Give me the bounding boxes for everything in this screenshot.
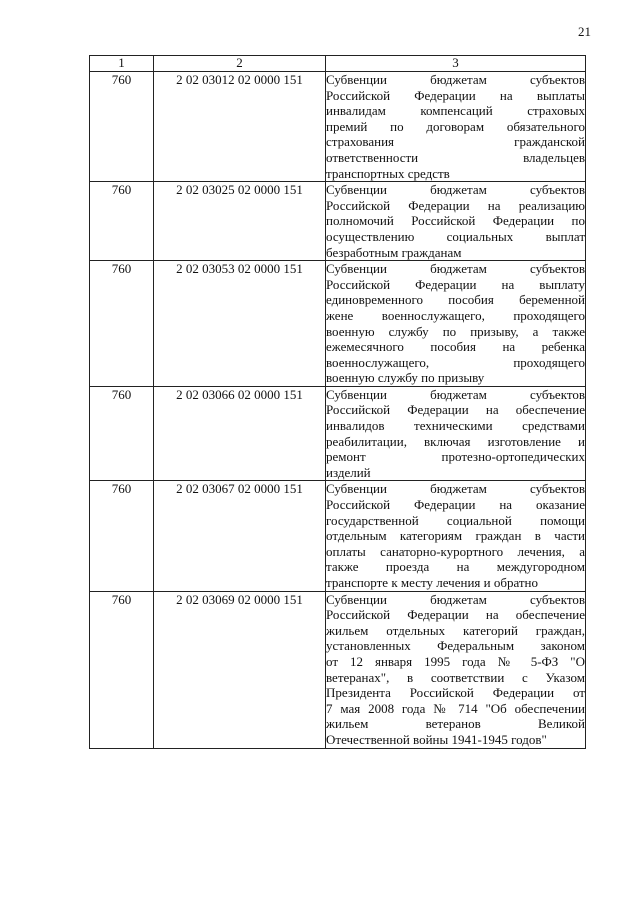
description-line: единовременного пособия беременной: [326, 292, 585, 308]
table-row: [90, 182, 586, 261]
header-col-3: 3: [326, 56, 586, 72]
budget-code-cell: 2 02 03012 02 0000 151: [154, 72, 326, 182]
description-line: транспорте к месту лечения и обратно: [326, 575, 539, 590]
admin-code-cell: 760: [90, 182, 154, 261]
description-line: государственной социальной помощи: [326, 512, 585, 528]
description-line: страхования гражданской: [326, 134, 585, 150]
description-cell: [326, 261, 586, 387]
table-row: [90, 386, 586, 481]
header-col-2: 2: [154, 56, 326, 72]
description-line: установленных Федеральным законом: [326, 638, 585, 654]
description-line: оплаты санаторно-курортного лечения, а: [326, 543, 585, 559]
budget-codes-table: [89, 55, 586, 749]
description-line: Субвенции бюджетам субъектов: [326, 386, 585, 402]
budget-code-cell: 2 02 03069 02 0000 151: [154, 591, 326, 748]
description-line: жильем ветеранов Великой: [326, 716, 585, 732]
description-line: Российской Федерации на выплаты: [326, 87, 585, 103]
description-line: Отечественной войны 1941-1945 годов": [326, 731, 547, 747]
description-line: ответственности владельцев: [326, 149, 585, 165]
table-row: [90, 72, 586, 182]
description-line: ветеранах", в соответствии с Указом: [326, 669, 585, 685]
admin-code-cell: 760: [90, 386, 154, 481]
description-line: Президента Российской Федерации от: [326, 685, 585, 701]
description-line: отдельным категориям граждан в части: [326, 528, 585, 544]
description-line: ежемесячного пособия на ребенка: [326, 339, 585, 355]
admin-code-cell: 760: [90, 591, 154, 748]
description-line: Российской Федерации на обеспечение: [326, 402, 585, 418]
budget-code-cell: 2 02 03067 02 0000 151: [154, 481, 326, 591]
description-cell: [326, 72, 586, 182]
description-line: инвалидов техническими средствами: [326, 418, 585, 434]
description-line: Российской Федерации на выплату: [326, 276, 585, 292]
description-line: жене военнослужащего, проходящего: [326, 307, 585, 323]
budget-code-cell: 2 02 03053 02 0000 151: [154, 261, 326, 387]
table-row: [90, 591, 586, 748]
header-col-1: 1: [90, 56, 154, 72]
description-line: транспортных средств: [326, 165, 450, 181]
table-row: [90, 261, 586, 387]
description-line: жильем отдельных категорий граждан,: [326, 622, 585, 638]
description-line: военную службу по призыву, а также: [326, 323, 585, 339]
description-line: военную службу по призыву: [326, 370, 485, 386]
description-line: ремонт протезно-ортопедических: [326, 449, 585, 465]
table-row: [90, 481, 586, 591]
description-line: Субвенции бюджетам субъектов: [326, 261, 585, 277]
description-cell: [326, 182, 586, 261]
description-line: осуществлению социальных выплат: [326, 228, 585, 244]
table-body: [90, 72, 586, 749]
description-line: 7 мая 2008 года № 714 "Об обеспечении: [326, 700, 585, 716]
description-line: Субвенции бюджетам субъектов: [326, 182, 585, 198]
description-line: Российской Федерации на реализацию: [326, 197, 585, 213]
description-line: Субвенции бюджетам субъектов: [326, 481, 585, 497]
table-header-row: [90, 56, 586, 72]
description-line: военнослужащего, проходящего: [326, 354, 585, 370]
description-line: инвалидам компенсаций страховых: [326, 103, 585, 119]
description-line: Российской Федерации на обеспечение: [326, 607, 585, 623]
description-line: изделий: [326, 464, 371, 480]
description-cell: [326, 591, 586, 748]
description-line: от 12 января 1995 года № 5-ФЗ "О: [326, 653, 585, 669]
admin-code-cell: 760: [90, 481, 154, 591]
description-line: полномочий Российской Федерации по: [326, 213, 585, 229]
description-line: безработным гражданам: [326, 244, 462, 260]
budget-code-cell: 2 02 03066 02 0000 151: [154, 386, 326, 481]
description-line: также проезда на междугородном: [326, 559, 585, 575]
description-line: Субвенции бюджетам субъектов: [326, 591, 585, 607]
description-line: Российской Федерации на оказание: [326, 497, 585, 513]
description-cell: [326, 386, 586, 481]
admin-code-cell: 760: [90, 72, 154, 182]
description-line: премий по договорам обязательного: [326, 118, 585, 134]
page-number: 21: [578, 24, 591, 39]
budget-code-cell: 2 02 03025 02 0000 151: [154, 182, 326, 261]
admin-code-cell: 760: [90, 261, 154, 387]
description-cell: [326, 481, 586, 591]
description-line: реабилитации, включая изготовление и: [326, 433, 585, 449]
description-line: Субвенции бюджетам субъектов: [326, 72, 585, 87]
